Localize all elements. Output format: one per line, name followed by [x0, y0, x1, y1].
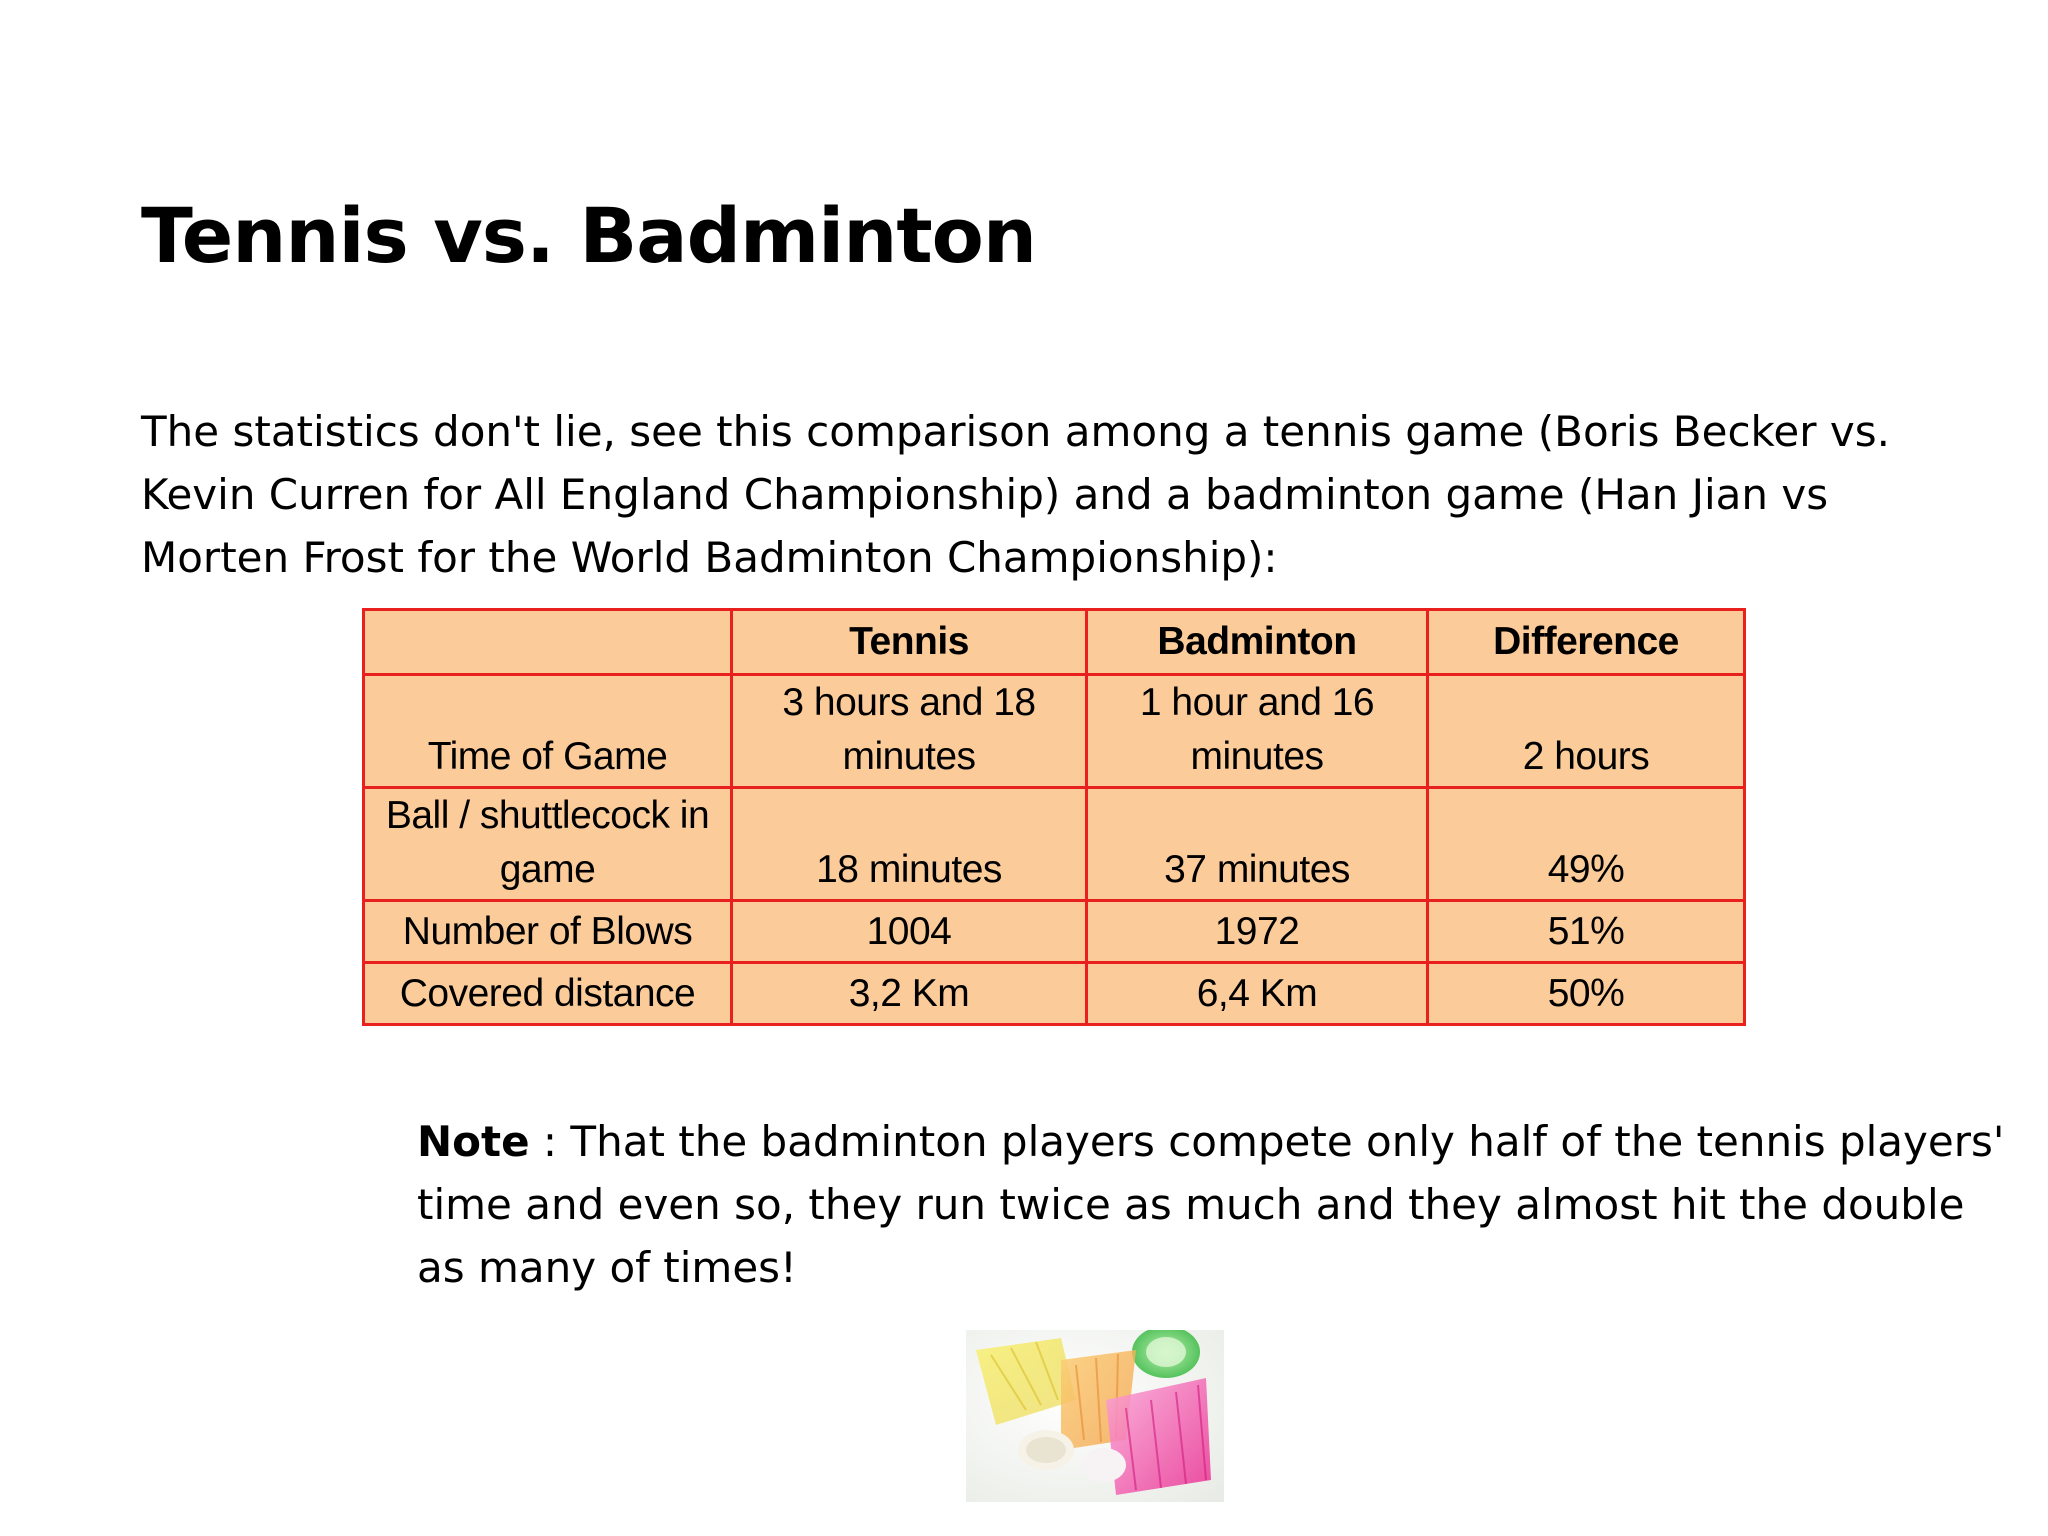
- shuttlecocks-image: [966, 1330, 1224, 1502]
- badminton-ball-in-game-value: 37 minutes: [1087, 788, 1428, 901]
- table-header-difference: Difference: [1428, 610, 1745, 675]
- table-header-badminton: Badminton: [1087, 610, 1428, 675]
- note-label: Note: [417, 1117, 530, 1166]
- intro-line: Kevin Curren for All England Championship) and a badminton game (Han Jian vs: [141, 470, 1829, 519]
- row-label-ball-in-game: Ball / shuttlecock in game: [364, 788, 732, 901]
- table-header-empty: [364, 610, 732, 675]
- difference-ball-in-game-value: 49%: [1428, 788, 1745, 901]
- row-label-covered-distance: Covered distance: [364, 963, 732, 1025]
- difference-blows-value: 51%: [1428, 901, 1745, 963]
- tennis-ball-in-game-value: 18 minutes: [732, 788, 1087, 901]
- table-header-tennis: Tennis: [732, 610, 1087, 675]
- note-text: : That the badminton players compete only half of the tennis players': [529, 1117, 2005, 1166]
- table-header-row: [364, 610, 1745, 675]
- tennis-distance-value: 3,2 Km: [732, 963, 1087, 1025]
- badminton-blows-value: 1972: [1087, 901, 1428, 963]
- intro-line: Morten Frost for the World Badminton Championship):: [141, 533, 1278, 582]
- table-row: [364, 963, 1745, 1025]
- tennis-blows-value: 1004: [732, 901, 1087, 963]
- note-line: time and even so, they run twice as much and they almost hit the double: [417, 1180, 1965, 1229]
- intro-line: The statistics don't lie, see this comparison among a tennis game (Boris Becker vs.: [141, 407, 1890, 456]
- note-line: [417, 1110, 2037, 1173]
- intro-paragraph: [141, 400, 2021, 589]
- comparison-table: [362, 608, 1746, 1026]
- row-label-time-of-game: Time of Game: [364, 675, 732, 788]
- difference-distance-value: 50%: [1428, 963, 1745, 1025]
- note-line: as many of times!: [417, 1243, 797, 1292]
- tennis-time-value: 3 hours and 18 minutes: [732, 675, 1087, 788]
- table-row: [364, 788, 1745, 901]
- slide-title: Tennis vs. Badminton: [141, 191, 1036, 280]
- row-label-number-of-blows: Number of Blows: [364, 901, 732, 963]
- note-paragraph: [417, 1110, 2037, 1299]
- table-row: [364, 901, 1745, 963]
- difference-time-value: 2 hours: [1428, 675, 1745, 788]
- badminton-time-value: 1 hour and 16 minutes: [1087, 675, 1428, 788]
- badminton-distance-value: 6,4 Km: [1087, 963, 1428, 1025]
- table-row: [364, 675, 1745, 788]
